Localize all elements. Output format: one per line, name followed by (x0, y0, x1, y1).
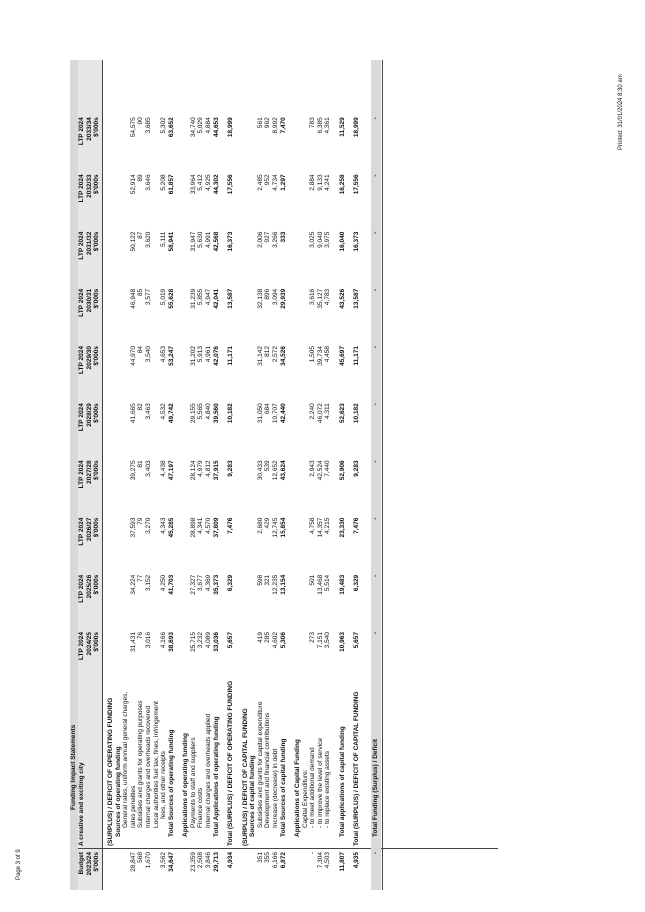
row-budget-value: 351 (256, 852, 264, 863)
row-value: 23,330 (338, 517, 346, 538)
row-label: Applications of operating funding (182, 733, 190, 837)
column-year: 2030/31 (85, 288, 93, 313)
row-value: 1,505 (309, 346, 317, 363)
column-label: LTP 2024 (78, 346, 85, 374)
row-value: 7,476 (353, 517, 361, 534)
row-value: 12,235 (271, 574, 279, 595)
row-label: - to meet additional demand (309, 747, 317, 828)
row-value: 5,855 (197, 288, 205, 306)
row-value: 5,412 (197, 174, 205, 191)
row-label: Internal charges and overheads recovered (145, 705, 152, 828)
row-value: 812 (264, 346, 272, 357)
row-value: 31,239 (189, 288, 197, 309)
row-value: 33,964 (189, 174, 197, 195)
column-label: LTP 2024 (78, 231, 85, 260)
column-year: 2026/27 (85, 517, 93, 542)
column-label: LTP 2024 (78, 632, 85, 660)
row-value: 7,476 (227, 517, 235, 534)
row-value: 896 (264, 288, 272, 300)
row-budget-value: 568 (137, 852, 145, 863)
row-value: 1,297 (279, 174, 287, 191)
row-label: Total Sources of capital funding (279, 738, 287, 837)
column-label: LTP 2024 (78, 403, 85, 432)
row-value: 5,208 (160, 174, 168, 191)
row-value: 35,127 (316, 288, 324, 309)
row-value: 4,653 (160, 346, 168, 363)
row-budget-value: 11,807 (338, 852, 346, 872)
row-value: 34,526 (279, 346, 287, 366)
row-value: 4,925 (205, 174, 213, 191)
row-budget-value: - (371, 852, 379, 855)
row-value: 29,939 (279, 288, 287, 309)
row-value: 2,572 (271, 346, 279, 363)
row-value: 3,463 (145, 403, 152, 420)
row-value: 18,999 (353, 117, 361, 138)
row-value: 5,302 (160, 117, 168, 134)
row-label: - to improve the level of service (316, 738, 324, 828)
row-value: 42,440 (279, 403, 287, 424)
row-value: 4,961 (205, 346, 213, 363)
row-value: - (371, 574, 379, 577)
row-value: 501 (309, 574, 317, 586)
row-value: 41,703 (167, 574, 175, 595)
column-unit: $'000s (93, 632, 100, 652)
row-label: fees, and other receipts (160, 751, 168, 819)
row-value: 44,302 (212, 174, 220, 195)
row-value: 50,122 (129, 231, 137, 252)
row-value: 58,941 (167, 231, 175, 252)
row-budget-value: 3,846 (205, 852, 213, 869)
row-value: 45,285 (167, 517, 175, 538)
row-value: 3,403 (145, 460, 152, 477)
row-label: - to replace existing assets (324, 751, 332, 828)
row-label: rates penalties (129, 785, 137, 828)
row-value: 4,438 (160, 460, 168, 477)
row-value: 4,947 (205, 288, 213, 306)
row-value: 598 (256, 574, 264, 586)
row-value: 33,036 (212, 632, 220, 652)
row-value: 82 (137, 403, 145, 411)
row-value: 39,275 (129, 460, 137, 481)
row-label: Increase (decrease) in debt (271, 748, 279, 828)
row-value: 4,734 (271, 174, 279, 191)
row-value: 5,019 (160, 288, 168, 306)
row-value: 333 (279, 231, 287, 243)
row-budget-value: 355 (264, 852, 272, 863)
row-label: Payments to staff and suppliers (189, 737, 197, 828)
row-value: 3,152 (145, 574, 152, 592)
row-value: 18,999 (227, 117, 235, 138)
row-budget-value: 2,508 (197, 852, 205, 869)
row-value: 14,357 (316, 517, 324, 538)
row-value: 5,657 (353, 632, 361, 649)
row-value: 5,111 (160, 231, 168, 247)
row-value: 2,006 (256, 231, 264, 248)
row-value: 35,373 (212, 574, 220, 595)
funding-impact-table (70, 60, 505, 890)
row-value: 12,745 (271, 517, 279, 538)
row-budget-value: 3,562 (160, 852, 168, 869)
column-label: LTP 2024 (78, 574, 85, 603)
row-value: 3,646 (145, 174, 152, 191)
column-year: 2027/28 (85, 460, 93, 484)
row-value: 4,311 (324, 403, 332, 419)
row-value: 49,742 (167, 403, 175, 424)
row-value: 2,485 (256, 174, 264, 191)
row-value: 4,369 (205, 574, 213, 592)
row-value: 16,373 (353, 231, 361, 252)
row-value: 561 (256, 117, 264, 129)
row-value: - (371, 517, 379, 520)
row-value: 16,373 (227, 231, 235, 252)
row-value: - (371, 632, 379, 635)
row-label: Total Funding (Surplus) / Deficit (371, 738, 379, 837)
column-year: 2033/34 (85, 117, 93, 141)
row-value: 4,532 (160, 403, 168, 420)
row-value: 89 (137, 174, 145, 182)
header-rule (102, 60, 103, 890)
column-label: LTP 2024 (78, 517, 85, 546)
budget-header-year: 2023/24 (85, 852, 93, 876)
page-number: Page 3 of 9 (16, 849, 22, 880)
column-unit: $'000s (93, 117, 100, 137)
table-title: Funding Impact Statements (70, 724, 77, 810)
row-value: 4,570 (205, 517, 213, 534)
row-value: - (371, 403, 379, 406)
row-value: 4,343 (160, 517, 168, 534)
row-value: 3,677 (197, 574, 205, 592)
row-value: 3,540 (324, 632, 332, 649)
row-value: 52,914 (129, 174, 137, 195)
column-unit: $'000s (93, 517, 100, 538)
row-value: 5,029 (197, 117, 205, 134)
row-budget-value: 4,503 (324, 852, 332, 869)
row-label: Applications of Capital Funding (293, 739, 301, 837)
row-value: 3,975 (324, 231, 332, 248)
row-value: 927 (264, 231, 272, 243)
row-value: 273 (309, 632, 317, 643)
row-value: 46,072 (316, 403, 324, 424)
row-value: 30,433 (256, 460, 264, 481)
row-value: 27,327 (189, 574, 197, 595)
row-value: 4,840 (205, 403, 213, 420)
row-value: 17,556 (227, 174, 235, 195)
row-value: 321 (264, 574, 272, 586)
row-value: 42,568 (212, 231, 220, 252)
row-value: 3,266 (271, 231, 279, 248)
row-value: 15,854 (279, 517, 287, 538)
row-value: 17,556 (353, 174, 361, 195)
column-unit: $'000s (93, 346, 100, 366)
row-label: Subsidies and grants for capital expenditure (256, 701, 264, 828)
row-value: 5,630 (197, 231, 205, 248)
budget-column-divider (78, 848, 498, 849)
row-label: Sources of operating funding (114, 746, 122, 837)
row-label: General rates, uniform annual general charges, (122, 691, 130, 828)
column-year: 2024/25 (85, 632, 93, 656)
row-value: 684 (264, 403, 272, 415)
column-unit: $'000s (93, 574, 100, 595)
row-value: 31,947 (189, 231, 197, 252)
column-label: LTP 2024 (78, 174, 85, 203)
row-budget-value: 1,670 (145, 852, 152, 869)
row-value: 76 (137, 632, 145, 640)
row-value: 52,906 (338, 460, 346, 481)
row-value: 85 (137, 288, 145, 297)
row-value: 9,040 (316, 231, 324, 248)
row-value: 32,138 (256, 288, 264, 309)
row-value: 55,628 (167, 288, 175, 309)
row-value: 34,224 (129, 574, 137, 595)
row-value: 13,154 (279, 574, 287, 595)
row-value: 952 (264, 174, 272, 186)
row-value: 4,458 (324, 346, 332, 363)
table-bottom-rule (382, 60, 383, 890)
row-value: 3,577 (145, 288, 152, 306)
row-value: 10,963 (338, 632, 346, 652)
row-value: 19,483 (338, 574, 346, 595)
row-value: 7,440 (324, 460, 332, 477)
row-value: 42,524 (316, 460, 324, 481)
row-value: 37,593 (129, 517, 137, 538)
row-label: Total Applications of operating funding (212, 716, 220, 837)
row-value: 6,329 (227, 574, 235, 592)
row-value: 38,693 (167, 632, 175, 652)
row-value: 34,740 (189, 117, 197, 138)
row-value: 63,652 (167, 117, 175, 138)
column-year: 2032/33 (85, 174, 93, 198)
row-value: 47,197 (167, 460, 175, 481)
row-value: 43,624 (279, 460, 287, 481)
row-value: 5,306 (279, 632, 287, 649)
row-label: (SURPLUS) / DEFICIT OF CAPITAL FUNDING (241, 708, 249, 846)
row-value: 419 (256, 632, 264, 643)
row-value: 41,665 (129, 403, 137, 424)
row-value: 10,707 (271, 403, 279, 424)
row-value: 8,992 (271, 117, 279, 134)
row-value: 13,587 (227, 288, 235, 309)
row-value: 4,166 (160, 632, 168, 649)
row-value: 28,124 (189, 460, 197, 481)
row-value: 4,979 (197, 460, 205, 477)
row-label: Total (SURPLUS) / DEFICIT OF CAPITAL FUNDING (353, 691, 361, 846)
row-label: Total applications of capital funding (338, 726, 346, 837)
table-subtitle: A creative and exciting city (78, 762, 85, 846)
row-budget-value: 7,304 (316, 852, 324, 869)
row-value: 3,620 (145, 231, 152, 248)
row-value: 25,715 (189, 632, 197, 652)
row-value: 45,697 (338, 346, 346, 366)
row-label: Total (SURPLUS) / DEFICIT OF OPERATING FUNDING (227, 680, 235, 846)
row-value: 28,898 (189, 517, 197, 538)
row-value: 9,133 (316, 174, 324, 191)
row-value: 2,943 (309, 460, 317, 477)
row-value: 3,232 (197, 632, 205, 649)
budget-header-unit: $'000s (93, 852, 100, 872)
row-value: 3,685 (145, 117, 152, 134)
row-value: 10,182 (353, 403, 361, 424)
row-value: 11,171 (227, 346, 235, 366)
row-label: Total Sources of operating funding (167, 729, 175, 837)
row-value: 31,202 (189, 346, 197, 366)
row-value: 4,884 (205, 117, 213, 134)
row-value: 3,616 (309, 288, 317, 306)
row-budget-value: 29,713 (212, 852, 220, 872)
row-value: 3,540 (145, 346, 152, 363)
row-value: 10,182 (227, 403, 235, 424)
row-value: 52,623 (338, 403, 346, 424)
row-value: 44,970 (129, 346, 137, 366)
row-value: 3,016 (145, 632, 152, 649)
row-value: 429 (264, 517, 272, 529)
row-value: 2,240 (309, 403, 317, 420)
row-value: 5,913 (197, 346, 205, 363)
row-value: - (371, 346, 379, 349)
row-value: 3,094 (271, 288, 279, 306)
row-value: - (371, 174, 379, 177)
row-value: 6,329 (353, 574, 361, 592)
row-value: 77 (137, 574, 145, 583)
row-value: 44,653 (212, 117, 220, 138)
row-value: 11,529 (338, 117, 346, 137)
row-value: 6,385 (316, 117, 324, 134)
row-value: 39,560 (212, 403, 220, 424)
row-label: Internal charges and overheads applied (205, 713, 213, 828)
row-value: 4,812 (205, 460, 213, 477)
row-value: 5,565 (197, 403, 205, 420)
row-value: 11,171 (353, 346, 361, 366)
row-value: 4,758 (309, 517, 317, 534)
row-value: 16,258 (338, 174, 346, 195)
column-year: 2025/26 (85, 574, 93, 599)
row-value: 79 (137, 517, 145, 525)
row-value: 43,526 (338, 288, 346, 309)
row-value: 31,431 (129, 632, 137, 652)
row-value: 29,155 (189, 403, 197, 424)
row-value: 81 (137, 460, 145, 468)
row-budget-value: - (309, 852, 317, 855)
column-year: 2031/32 (85, 231, 93, 256)
column-unit: $'000s (93, 174, 100, 195)
row-budget-value: 28,847 (129, 852, 137, 872)
row-value: 16,040 (338, 231, 346, 252)
row-value: 12,652 (271, 460, 279, 481)
row-value: 53,247 (167, 346, 175, 366)
row-value: 4,241 (324, 174, 332, 191)
row-value: 4,361 (324, 117, 332, 134)
row-value: 42,076 (212, 346, 220, 366)
row-value: 37,809 (212, 517, 220, 538)
row-budget-value: 6,872 (279, 852, 287, 869)
column-label: LTP 2024 (78, 460, 85, 489)
row-label: Finance costs (197, 787, 205, 828)
row-label: (SURPLUS) / DEFICIT OF OPERATING FUNDING (107, 697, 114, 846)
row-value: 84 (137, 346, 145, 354)
column-unit: $'000s (93, 288, 100, 309)
row-value: 285 (264, 632, 272, 643)
column-label: LTP 2024 (78, 117, 85, 146)
row-budget-value: 4,935 (353, 852, 361, 869)
budget-header-label: Budget (78, 852, 85, 875)
row-value: 31,050 (256, 403, 264, 424)
row-value: 54,575 (129, 117, 137, 138)
row-value: 3,270 (145, 517, 152, 534)
row-value: 4,341 (197, 517, 205, 534)
row-value: 5,514 (324, 574, 332, 592)
row-value: 783 (309, 117, 317, 129)
row-budget-value: 23,359 (189, 852, 197, 872)
rotated-table-region (70, 60, 505, 890)
row-value: 4,215 (324, 517, 332, 534)
row-value: 61,857 (167, 174, 175, 195)
row-value: - (371, 460, 379, 463)
column-year: 2028/29 (85, 403, 93, 427)
row-value: 9,283 (227, 460, 235, 477)
row-value: 46,948 (129, 288, 137, 309)
printed-timestamp: Printed: 31/01/2024 8:30 am (618, 74, 624, 150)
row-value: 4,783 (324, 288, 332, 306)
row-value: 2,884 (309, 174, 317, 191)
row-label: Capital Expenditure: (301, 769, 309, 828)
row-budget-value: 6,166 (271, 852, 279, 869)
row-value: 13,468 (316, 574, 324, 595)
row-value: 37,915 (212, 460, 220, 481)
row-value: 5,657 (227, 632, 235, 649)
row-label: Development and financial contributions (264, 712, 272, 828)
row-value: 31,142 (256, 346, 264, 366)
row-value: 7,470 (279, 117, 287, 134)
row-value: 4,602 (271, 632, 279, 649)
row-value: 87 (137, 231, 145, 239)
column-unit: $'000s (93, 460, 100, 481)
column-year: 2029/30 (85, 346, 93, 370)
row-value: 4,991 (205, 231, 213, 248)
column-label: LTP 2024 (78, 288, 85, 317)
row-value: 4,250 (160, 574, 168, 592)
row-budget-value: 4,934 (227, 852, 235, 869)
row-value: 962 (264, 117, 272, 129)
row-value: - (371, 117, 379, 120)
row-label: Subsidies and grants for operating purposes (137, 700, 145, 828)
row-value: 2,680 (256, 517, 264, 534)
row-value: 3,025 (309, 231, 317, 248)
row-value: - (371, 231, 379, 234)
row-value: 9,283 (353, 460, 361, 477)
row-value: 539 (264, 460, 272, 472)
row-value: 39,734 (316, 346, 324, 366)
column-unit: $'000s (93, 403, 100, 423)
row-value: 7,151 (316, 632, 324, 649)
row-label: Local authorities fuel tax, fines, infringement (152, 701, 160, 828)
row-value: - (371, 288, 379, 291)
row-value: 42,041 (212, 288, 220, 309)
column-unit: $'000s (93, 231, 100, 252)
row-budget-value: 34,647 (167, 852, 175, 872)
row-value: 90 (137, 117, 145, 125)
row-value: 4,089 (205, 632, 213, 649)
row-value: 13,587 (353, 288, 361, 309)
row-label: Sources of capital funding (249, 755, 257, 837)
